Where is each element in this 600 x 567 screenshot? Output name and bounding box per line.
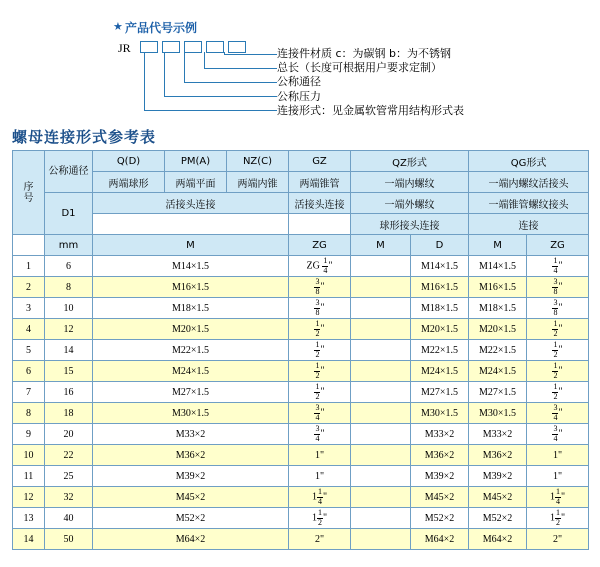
product-code-diagram <box>0 0 600 118</box>
cell-m: M33×2 <box>93 424 289 445</box>
table-row <box>13 277 589 298</box>
cell-qg-zg: $\frac{1}{2}$ " <box>527 361 589 382</box>
table-row <box>13 466 589 487</box>
cell-zg: $\frac{1}{2}$ " <box>289 361 351 382</box>
cell-qg-m: M27×1.5 <box>469 382 527 403</box>
cell-qg-m: M14×1.5 <box>469 256 527 277</box>
header-gz-joint: 活接头连接 <box>289 193 351 214</box>
cell-zg: ZG $\frac{1}{4}$ " <box>289 256 351 277</box>
table-row <box>13 319 589 340</box>
cell-qz-d: M64×2 <box>411 529 469 550</box>
cell-qz-d: M20×1.5 <box>411 319 469 340</box>
cell-dn: 32 <box>45 487 93 508</box>
cell-m: M27×1.5 <box>93 382 289 403</box>
header-type-gz: GZ <box>289 151 351 172</box>
leader-lines <box>141 52 277 110</box>
cell-zg: $\frac{3}{8}$ " <box>289 298 351 319</box>
cell-qz-m <box>351 487 411 508</box>
legend-item-material: 连接件材质 c：为碳钢 b：为不锈钢 <box>277 47 452 60</box>
cell-qz-m <box>351 403 411 424</box>
table-row <box>13 382 589 403</box>
cell-qz-m <box>351 508 411 529</box>
cell-qg-zg: 1" <box>527 445 589 466</box>
cell-m: M45×2 <box>93 487 289 508</box>
cell-qg-zg: $\frac{1}{2}$ " <box>527 319 589 340</box>
header-ball-joint: 球形接头连接 <box>351 214 469 235</box>
cell-qz-m <box>351 277 411 298</box>
cell-qz-d: M24×1.5 <box>411 361 469 382</box>
cell-qg-m: M39×2 <box>469 466 527 487</box>
cell-qz-d: M22×1.5 <box>411 340 469 361</box>
header-sub-gz: 两端锥管 <box>289 172 351 193</box>
cell-seq: 12 <box>13 487 45 508</box>
cell-m: M24×1.5 <box>93 361 289 382</box>
header-type-qg: QG形式 <box>469 151 589 172</box>
header-blank-2 <box>289 214 351 235</box>
cell-dn: 40 <box>45 508 93 529</box>
cell-seq: 5 <box>13 340 45 361</box>
cell-qg-zg: $\frac{1}{4}$ " <box>527 256 589 277</box>
cell-qz-m <box>351 298 411 319</box>
cell-zg: 1" <box>289 466 351 487</box>
cell-qg-zg: 1 $\frac{1}{4}$ " <box>527 487 589 508</box>
header-row-1 <box>13 151 589 172</box>
cell-qg-zg: 2" <box>527 529 589 550</box>
cell-dn: 22 <box>45 445 93 466</box>
cell-seq: 13 <box>13 508 45 529</box>
code-prefix: JR <box>118 41 131 55</box>
cell-seq: 11 <box>13 466 45 487</box>
cell-seq: 1 <box>13 256 45 277</box>
cell-qz-m <box>351 340 411 361</box>
cell-qg-zg: $\frac{1}{2}$ " <box>527 382 589 403</box>
cell-m: M64×2 <box>93 529 289 550</box>
table-row <box>13 508 589 529</box>
cell-qg-m: M45×2 <box>469 487 527 508</box>
cell-m: M39×2 <box>93 466 289 487</box>
legend-item-nominal-pressure: 公称压力 <box>277 89 321 103</box>
cell-qz-m <box>351 466 411 487</box>
cell-qz-m <box>351 529 411 550</box>
header-type-qz: QZ形式 <box>351 151 469 172</box>
cell-seq: 9 <box>13 424 45 445</box>
cell-qz-m <box>351 445 411 466</box>
cell-zg: $\frac{1}{2}$ " <box>289 340 351 361</box>
cell-seq: 8 <box>13 403 45 424</box>
table-row <box>13 445 589 466</box>
cell-qz-d: M18×1.5 <box>411 298 469 319</box>
header-row-4 <box>13 214 589 235</box>
table-row <box>13 298 589 319</box>
cell-qz-m <box>351 256 411 277</box>
cell-qg-m: M24×1.5 <box>469 361 527 382</box>
cell-dn: 18 <box>45 403 93 424</box>
legend-item-connection-type: 连接形式：见金属软管常用结构形式表 <box>277 103 464 117</box>
cell-qg-zg: $\frac{3}{8}$ " <box>527 298 589 319</box>
cell-dn: 15 <box>45 361 93 382</box>
header-sub-qg: 一端内螺纹活接头 <box>469 172 589 193</box>
cell-qz-d: M27×1.5 <box>411 382 469 403</box>
cell-zg: $\frac{3}{8}$ " <box>289 277 351 298</box>
table-row <box>13 256 589 277</box>
header-d1: D1 <box>45 193 93 235</box>
table-row <box>13 403 589 424</box>
cell-zg: $\frac{3}{4}$ " <box>289 403 351 424</box>
cell-seq: 6 <box>13 361 45 382</box>
header-blank <box>93 214 289 235</box>
cell-m: M22×1.5 <box>93 340 289 361</box>
cell-dn: 50 <box>45 529 93 550</box>
cell-zg: 1" <box>289 445 351 466</box>
cell-qg-zg: $\frac{3}{8}$ " <box>527 277 589 298</box>
header-type-qd: Q(D) <box>93 151 165 172</box>
cell-qg-m: M33×2 <box>469 424 527 445</box>
cell-m: M18×1.5 <box>93 298 289 319</box>
cell-qg-m: M64×2 <box>469 529 527 550</box>
page-title: 螺母连接形式参考表 <box>12 128 157 146</box>
cell-qz-d: M33×2 <box>411 424 469 445</box>
header-unit-blank <box>13 235 45 256</box>
header-type-pma: PM(A) <box>165 151 227 172</box>
header-unit-qg-zg: ZG <box>527 235 589 256</box>
header-sub-pma: 两端平面 <box>165 172 227 193</box>
cell-qg-zg: 1" <box>527 466 589 487</box>
header-sub-nzc: 两端内锥 <box>227 172 289 193</box>
header-unit-mm: mm <box>45 235 93 256</box>
header-type-nzc: NZ(C) <box>227 151 289 172</box>
legend-item-length: 总长（长度可根据用户要求定制） <box>277 61 442 75</box>
header-unit-zg: ZG <box>289 235 351 256</box>
cell-dn: 12 <box>45 319 93 340</box>
cell-seq: 14 <box>13 529 45 550</box>
cell-qg-zg: $\frac{3}{4}$ " <box>527 424 589 445</box>
header-unit-qz-d: D <box>411 235 469 256</box>
cell-qz-d: M45×2 <box>411 487 469 508</box>
header-row-3 <box>13 193 589 214</box>
cell-zg: 1 $\frac{1}{2}$ " <box>289 508 351 529</box>
cell-qz-d: M52×2 <box>411 508 469 529</box>
cell-m: M52×2 <box>93 508 289 529</box>
cell-m: M14×1.5 <box>93 256 289 277</box>
cell-zg: $\frac{3}{4}$ " <box>289 424 351 445</box>
header-unit-qz-m: M <box>351 235 411 256</box>
cell-qz-d: M39×2 <box>411 466 469 487</box>
header-connection: 连接 <box>469 214 589 235</box>
header-row-2 <box>13 172 589 193</box>
cell-dn: 10 <box>45 298 93 319</box>
diagram-legend <box>277 47 464 118</box>
cell-qz-d: M36×2 <box>411 445 469 466</box>
cell-zg: 1 $\frac{1}{4}$ " <box>289 487 351 508</box>
cell-qg-m: M30×1.5 <box>469 403 527 424</box>
table-row <box>13 424 589 445</box>
cell-seq: 2 <box>13 277 45 298</box>
cell-qz-d: M16×1.5 <box>411 277 469 298</box>
cell-qg-zg: $\frac{3}{4}$ " <box>527 403 589 424</box>
header-qg-joint: 一端锥管螺纹接头 <box>469 193 589 214</box>
header-live-joint: 活接头连接 <box>93 193 289 214</box>
header-sub-qd: 两端球形 <box>93 172 165 193</box>
cell-qz-m <box>351 361 411 382</box>
cell-qg-m: M20×1.5 <box>469 319 527 340</box>
header-row-units <box>13 235 589 256</box>
cell-dn: 20 <box>45 424 93 445</box>
cell-seq: 4 <box>13 319 45 340</box>
cell-qz-m <box>351 319 411 340</box>
cell-qg-m: M16×1.5 <box>469 277 527 298</box>
star-icon: ★ <box>113 21 123 33</box>
nut-connection-table <box>12 150 589 550</box>
table-row <box>13 361 589 382</box>
cell-dn: 8 <box>45 277 93 298</box>
table-row <box>13 340 589 361</box>
cell-qg-zg: $\frac{1}{2}$ " <box>527 340 589 361</box>
cell-qz-m <box>351 382 411 403</box>
cell-dn: 16 <box>45 382 93 403</box>
cell-seq: 10 <box>13 445 45 466</box>
header-unit-m: M <box>93 235 289 256</box>
header-sub-qz: 一端内螺纹 <box>351 172 469 193</box>
cell-qg-m: M18×1.5 <box>469 298 527 319</box>
cell-qz-d: M30×1.5 <box>411 403 469 424</box>
cell-qz-d: M14×1.5 <box>411 256 469 277</box>
diagram-title: 产品代号示例 <box>125 21 198 35</box>
cell-zg: 2" <box>289 529 351 550</box>
header-nominal-diameter: 公称通径 <box>45 151 93 193</box>
cell-m: M16×1.5 <box>93 277 289 298</box>
table-row <box>13 529 589 550</box>
cell-m: M36×2 <box>93 445 289 466</box>
cell-qg-m: M52×2 <box>469 508 527 529</box>
header-qz-thread: 一端外螺纹 <box>351 193 469 214</box>
cell-seq: 7 <box>13 382 45 403</box>
legend-item-nominal-diameter: 公称通径 <box>277 75 321 89</box>
cell-dn: 6 <box>45 256 93 277</box>
header-unit-qg-m: M <box>469 235 527 256</box>
cell-m: M20×1.5 <box>93 319 289 340</box>
cell-zg: $\frac{1}{2}$ " <box>289 382 351 403</box>
cell-m: M30×1.5 <box>93 403 289 424</box>
cell-qg-m: M22×1.5 <box>469 340 527 361</box>
table-row <box>13 487 589 508</box>
cell-dn: 25 <box>45 466 93 487</box>
cell-dn: 14 <box>45 340 93 361</box>
cell-qz-m <box>351 424 411 445</box>
cell-seq: 3 <box>13 298 45 319</box>
cell-qg-zg: 1 $\frac{1}{2}$ " <box>527 508 589 529</box>
cell-zg: $\frac{1}{2}$ " <box>289 319 351 340</box>
cell-qg-m: M36×2 <box>469 445 527 466</box>
header-seq: 序号 <box>13 151 45 235</box>
